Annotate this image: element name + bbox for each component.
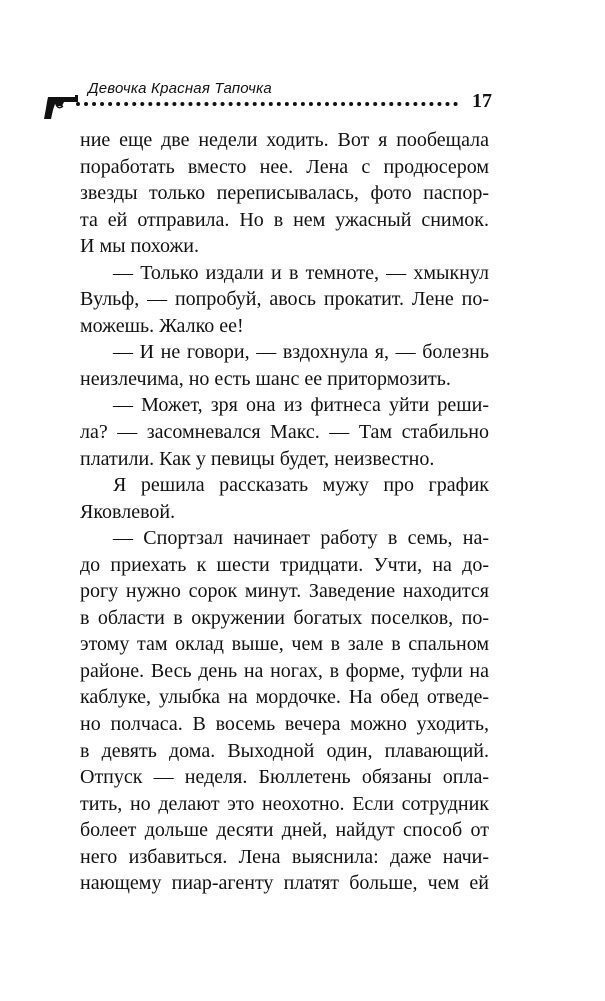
page-number: 17 [472,90,492,112]
text-line: можешь. Жалко ее! [80,314,244,337]
text-line: него избавиться. Лена выяснила: даже начи- [80,845,489,868]
text-line: Я решила рассказать мужу про график [113,474,489,497]
text-line: — Спортзал начинает работу в семь, на- [113,527,489,550]
text-line: — Может, зря она из фитнеса уйти реши- [113,394,489,417]
text-line: Яковлевой. [80,500,176,523]
text-line: неизлечима, но есть шанс ее притормозить. [80,367,451,390]
text-line: ла? — засомневался Макс. — Там стабильно [80,421,489,444]
text-line: до приехать к шести тридцати. Учти, на до- [80,553,489,576]
body-text [80,127,489,897]
text-line: Вульф, — попробуй, авось прокатит. Лене по- [80,288,489,311]
text-line: звезды только переписывалась, фото паспор- [80,182,489,205]
text-line: болеет дольше десяти дней, найдут способ от [80,819,489,842]
running-header [40,80,492,124]
text-line: районе. Весь день на ногах, в форме, туфли на [80,659,489,682]
book-title: Девочка Красная Тапочка [88,80,272,97]
text-line: тить, но делают это неохотно. Если сотрудник [80,792,489,815]
text-line: — И не говори, — вздохнула я, — болезнь [113,341,489,364]
text-line: та ей отправила. Но в нем ужасный снимок. [80,208,489,231]
text-line: Отпуск — неделя. Бюллетень обязаны опла- [80,766,489,789]
text-line: в области в окружении богатых поселков, по- [80,606,489,629]
revolver-icon [42,94,80,120]
text-line: — Только издали и в темноте, — хмыкнул [113,261,489,284]
text-line: рогу нужно сорок минут. Заведение находится [80,580,489,603]
text-line: в девять дома. Выходной один, плавающий. [80,739,489,762]
text-line: каблуке, улыбка на мордочке. На обед отведе- [80,686,489,709]
text-line: И мы похожи. [80,235,200,258]
text-line: поработать вместо нее. Лена с продюсером [80,155,489,178]
text-line: ние еще две недели ходить. Вот я пообещала [80,129,489,151]
text-line: этому там оклад выше, чем в зале в спальном [80,633,489,656]
text-line: платили. Как у певицы будет, неизвестно. [80,447,435,470]
header-dotted-rule [76,102,458,106]
text-line: но полчаса. В восемь вечера можно уходить, [80,713,489,736]
text-line: нающему пиар-агенту платят больше, чем ей [80,872,489,895]
